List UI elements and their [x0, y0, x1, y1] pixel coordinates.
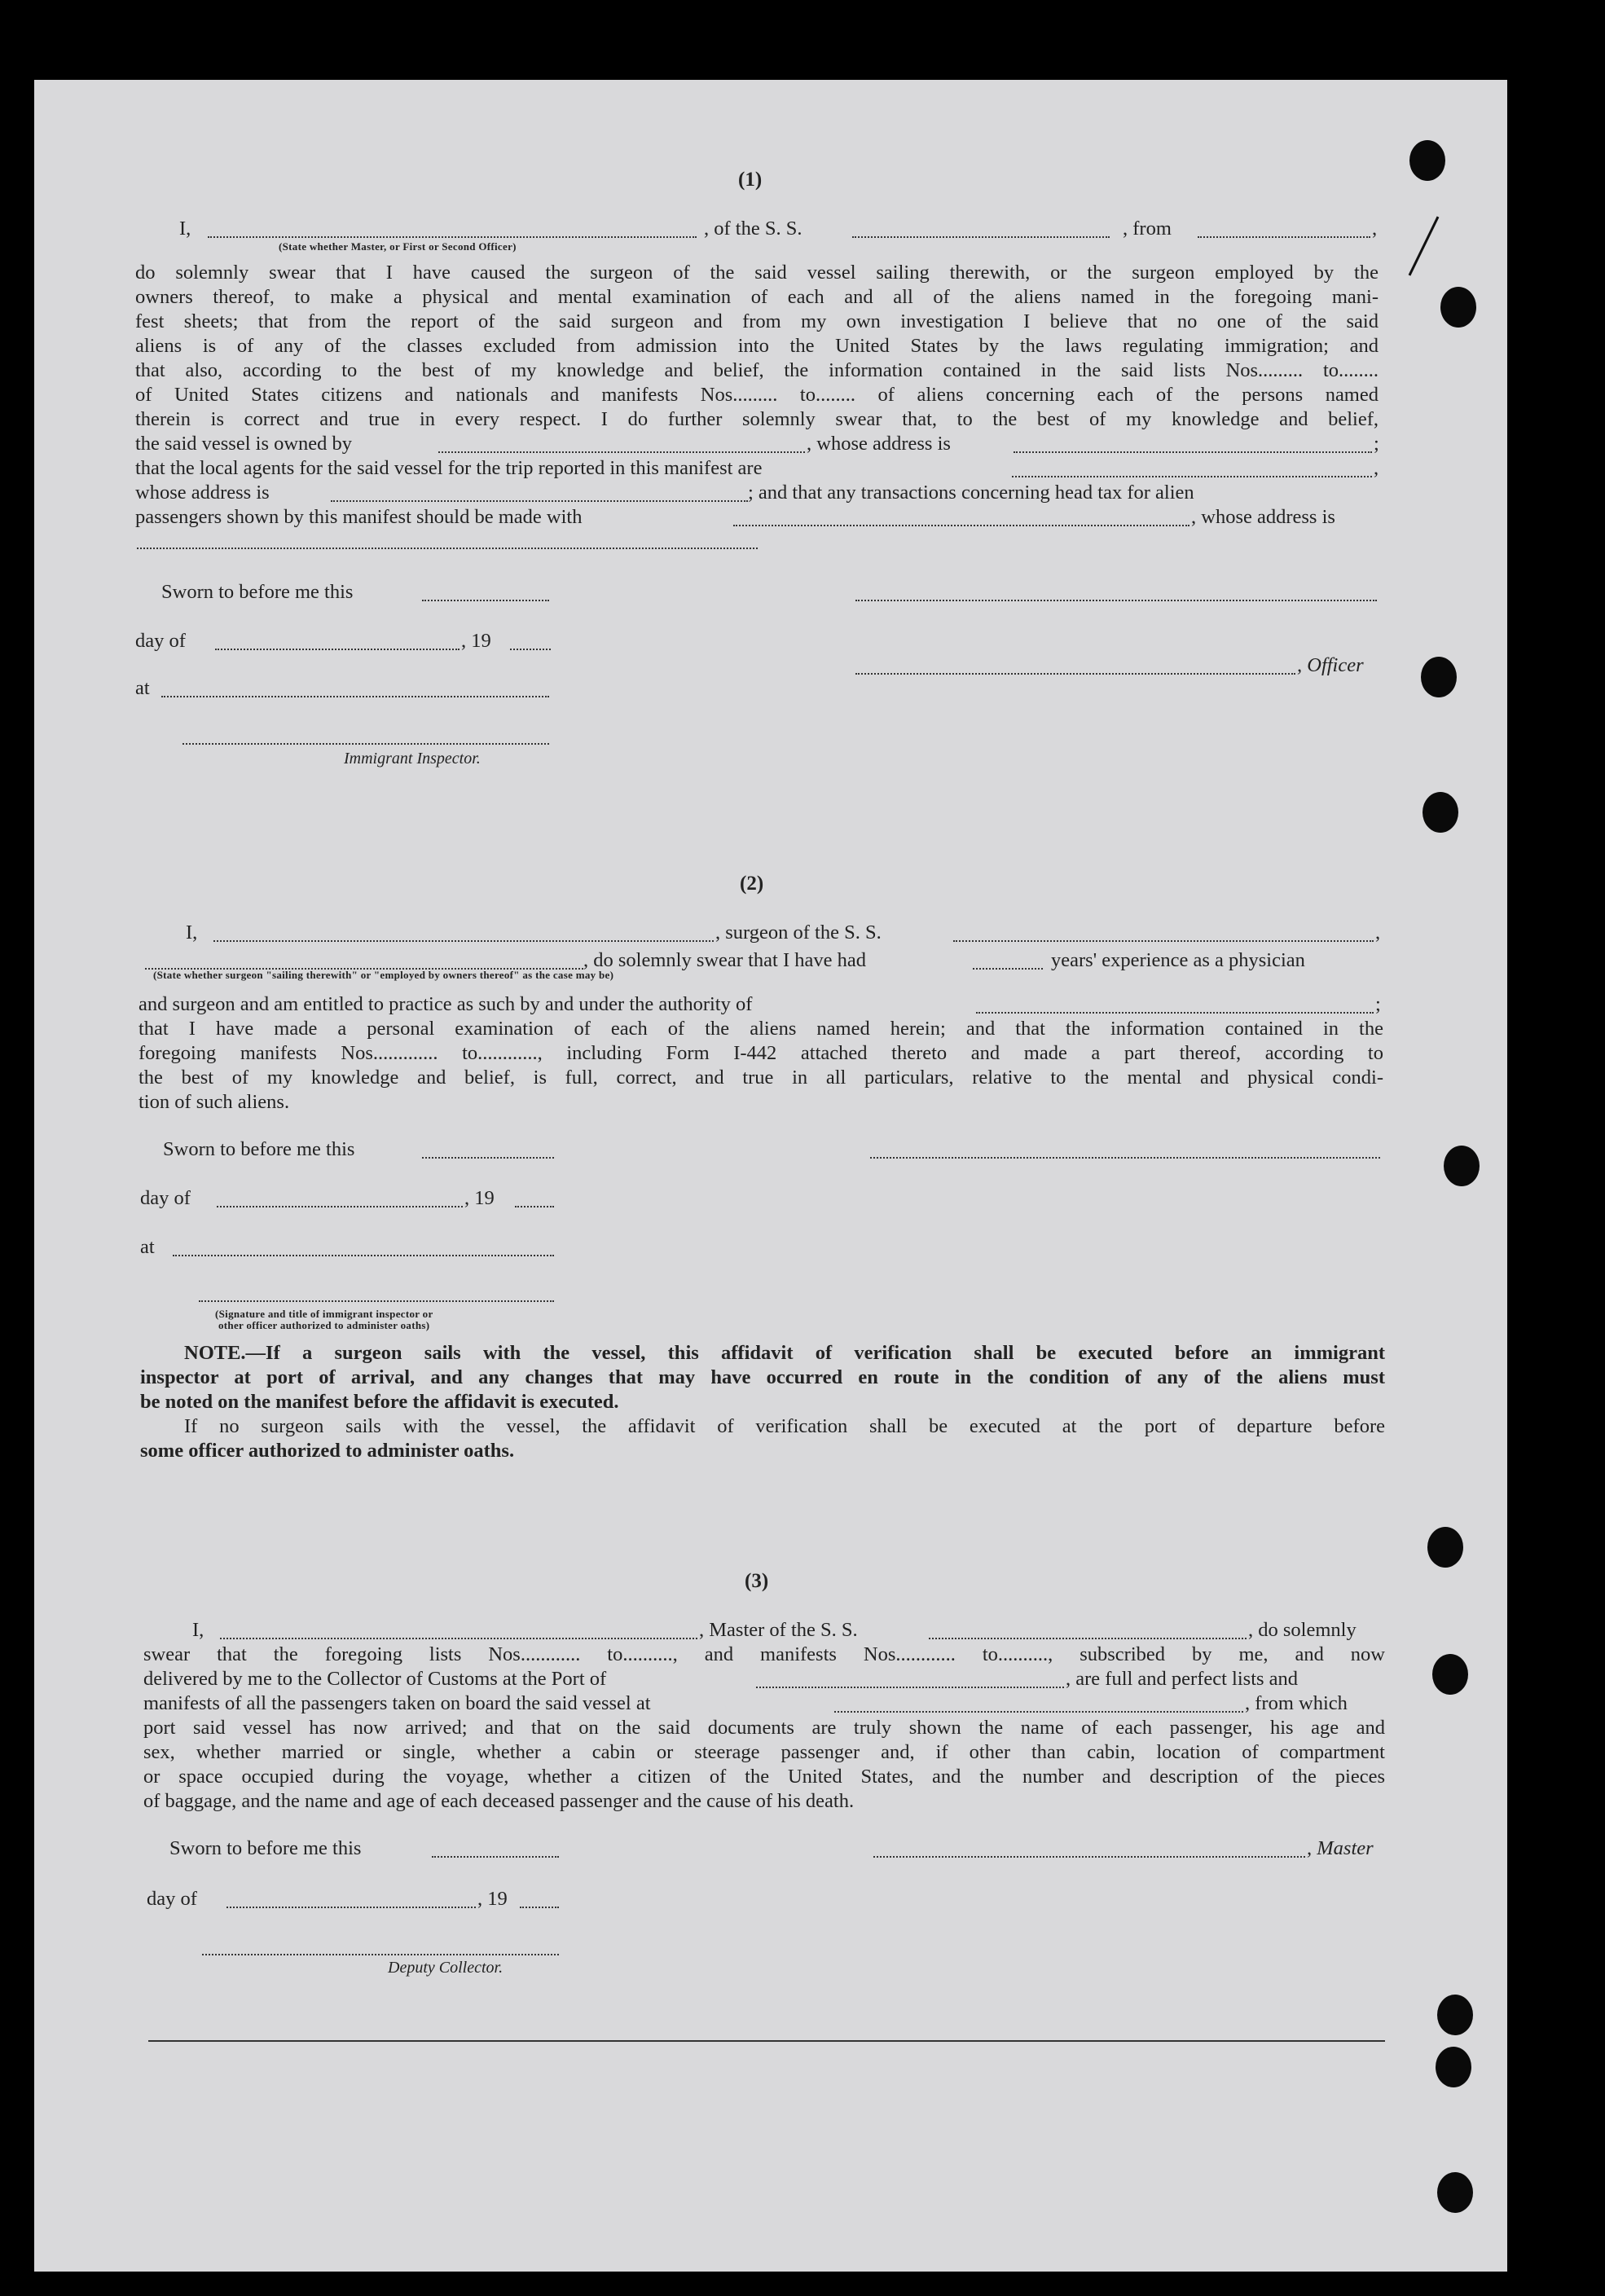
passengers-label: passengers shown by this manifest should be made with: [135, 506, 583, 528]
owner-field[interactable]: [438, 451, 805, 453]
day-of-label: day of: [135, 630, 186, 652]
surgeon-type-note: (State whether surgeon "sailing therewith" or "employed by owners thereof" as the case may be): [153, 969, 614, 981]
years-experience-label: years' experience as a physician: [1051, 949, 1305, 971]
year-field[interactable]: [510, 649, 551, 650]
section-2-body: that I have made a personal examination of each of the aliens named herein; and that the information contained in the foregoing manifests Nos............. to............, including Form I-442 attached thereto and made a part thereof, according to the best of my knowledge and belief, is full, correct, and true in all particulars, relative to the mental and physical condi- tion of such aliens.: [139, 1018, 1383, 1113]
bottom-rule: [148, 2040, 1385, 2042]
sworn-date-field-2[interactable]: [422, 1157, 554, 1159]
of-the-ss-label: , of the S. S.: [704, 218, 802, 240]
year-label-3: , 19: [477, 1888, 508, 1910]
full-perfect-label: , are full and perfect lists and: [1066, 1668, 1299, 1690]
sworn-date-field-3[interactable]: [432, 1856, 559, 1858]
year-label: , 19: [461, 630, 491, 652]
owner-address-field[interactable]: [1014, 451, 1372, 453]
at-label: at: [135, 677, 150, 699]
month-field-2[interactable]: [217, 1206, 463, 1207]
sworn-label-2: Sworn to before me this: [163, 1138, 355, 1160]
surgeon-signature-field[interactable]: [870, 1157, 1380, 1159]
surgeon-name-field[interactable]: [213, 940, 714, 942]
day-of-label-3: day of: [147, 1888, 197, 1910]
owner-address-label: , whose address is: [807, 433, 951, 455]
collector-signature-field[interactable]: [202, 1954, 559, 1955]
agents-address-field[interactable]: [331, 500, 748, 502]
head-tax-party-field[interactable]: [733, 525, 1189, 526]
punch-hole: [1409, 140, 1445, 181]
punch-hole: [1437, 1995, 1473, 2035]
punch-hole: [1444, 1146, 1480, 1186]
collector-label: Deputy Collector.: [388, 1959, 503, 1977]
inspector-signature-field[interactable]: [182, 743, 549, 745]
whose-address-label-2: , whose address is: [1191, 506, 1335, 528]
inspector-label: Immigrant Inspector.: [344, 750, 481, 768]
section-3-line2: swear that the foregoing lists Nos............ to.........., and manifests Nos............ to.........., subscribed by me, and now: [143, 1643, 1385, 1665]
punch-hole: [1436, 2047, 1471, 2087]
officer-title-field[interactable]: [208, 236, 697, 238]
label-i-3: I,: [192, 1619, 204, 1641]
authority-field[interactable]: [976, 1012, 1374, 1014]
head-tax-address-field[interactable]: [137, 548, 758, 549]
punch-hole: [1437, 2172, 1473, 2213]
master-of-label: , Master of the S. S.: [699, 1619, 858, 1641]
punch-hole: [1440, 287, 1476, 328]
surgeon-vessel-field[interactable]: [953, 940, 1374, 942]
port-field[interactable]: [756, 1687, 1064, 1688]
label-i: I,: [179, 218, 191, 240]
section-2-note: NOTE.—If a surgeon sails with the vessel, this affidavit of verification shall be executed before an immigrant: [184, 1342, 1385, 1364]
officer-label: , Officer: [1297, 654, 1364, 676]
local-agents-label: that the local agents for the said vessel for the trip reported in this manifest are: [135, 457, 763, 479]
master-name-field[interactable]: [220, 1638, 697, 1639]
officer-title-note: (State whether Master, or First or Second Officer): [279, 240, 517, 253]
surgeon-of-label: , surgeon of the S. S.: [715, 921, 882, 943]
from-which-label: , from which: [1245, 1692, 1348, 1714]
section-3-body: port said vessel has now arrived; and that on the said documents are truly shown the name of each passenger, his age and sex, whether married or single, whether a cabin or steerage passenger and, if other than cabin, location of compartment or space occupied during the voyage, whether a citizen of the United States, and the number and description of the pieces of baggage, and the name and age of each deceased passenger and the cause of his death.: [143, 1717, 1385, 1812]
label-i-2: I,: [186, 921, 198, 943]
inspector-signature-field-2[interactable]: [199, 1300, 554, 1302]
collector-port-label: delivered by me to the Collector of Customs at the Port of: [143, 1668, 607, 1690]
at-label-2: at: [140, 1236, 155, 1258]
punch-hole: [1432, 1654, 1468, 1695]
master-vessel-field[interactable]: [929, 1638, 1247, 1639]
month-field-3[interactable]: [226, 1907, 476, 1908]
do-solemnly-label: , do solemnly swear that I have had: [583, 949, 866, 971]
sworn-label: Sworn to before me this: [161, 581, 354, 603]
owned-by-label: the said vessel is owned by: [135, 433, 353, 455]
sworn-date-field[interactable]: [422, 600, 549, 601]
officer-name-field[interactable]: [855, 673, 1295, 675]
section-1-body: do solemnly swear that I have caused the surgeon of the said vessel sailing therewith, or the surgeon employed by the owners thereof, to make a physical and mental examination of each and all of the aliens named in the foregoing mani- fest sheets; that from the report of the said surgeon and from my own investigation I believe that no one of the said aliens is of any of the classes excluded from admission into the United States by the laws regulating immigration; and that also, according to the best of my knowledge and belief, the information contained in the said lists Nos......... to........ of United States citizens and nationals and manifests Nos......... to........ of aliens concerning each of the persons named therein is correct and true in every respect. I do further solemnly swear that, to the best of my knowledge and belief,: [135, 262, 1379, 430]
signature-note-2: other officer authorized to administer oaths): [218, 1319, 430, 1331]
departure-port-field[interactable]: [1198, 236, 1370, 238]
from-label: , from: [1123, 218, 1172, 240]
master-label: , Master: [1307, 1837, 1374, 1859]
year-field-3[interactable]: [520, 1907, 559, 1908]
do-solemnly-label-3: , do solemnly: [1248, 1619, 1357, 1641]
head-tax-text: ; and that any transactions concerning head tax for alien: [748, 482, 1194, 504]
section-2-number: (2): [740, 873, 764, 895]
month-field[interactable]: [215, 649, 460, 650]
day-of-label-2: day of: [140, 1187, 191, 1209]
punch-hole: [1423, 792, 1458, 833]
taken-on-board-label: manifests of all the passengers taken on board the said vessel at: [143, 1692, 651, 1714]
comma-label: ,: [1372, 218, 1378, 240]
section-3-number: (3): [745, 1570, 769, 1592]
year-field-2[interactable]: [515, 1206, 554, 1207]
place-field-2[interactable]: [173, 1255, 554, 1256]
embarkation-field[interactable]: [834, 1711, 1243, 1713]
local-agents-field[interactable]: [1012, 476, 1372, 477]
authority-label: and surgeon and am entitled to practice as such by and under the authority of: [139, 993, 753, 1015]
signature-note-1: (Signature and title of immigrant inspector or: [215, 1308, 433, 1320]
sworn-label-3: Sworn to before me this: [169, 1837, 362, 1859]
punch-hole: [1421, 657, 1457, 697]
punch-hole: [1427, 1527, 1463, 1568]
years-field[interactable]: [973, 968, 1043, 970]
officer-signature-field[interactable]: [855, 600, 1377, 601]
section-1-number: (1): [738, 169, 763, 191]
year-label-2: , 19: [464, 1187, 495, 1209]
master-signature-field[interactable]: [873, 1856, 1305, 1858]
vessel-name-field[interactable]: [852, 236, 1110, 238]
place-field[interactable]: [161, 696, 549, 697]
whose-address-label: whose address is: [135, 482, 270, 504]
